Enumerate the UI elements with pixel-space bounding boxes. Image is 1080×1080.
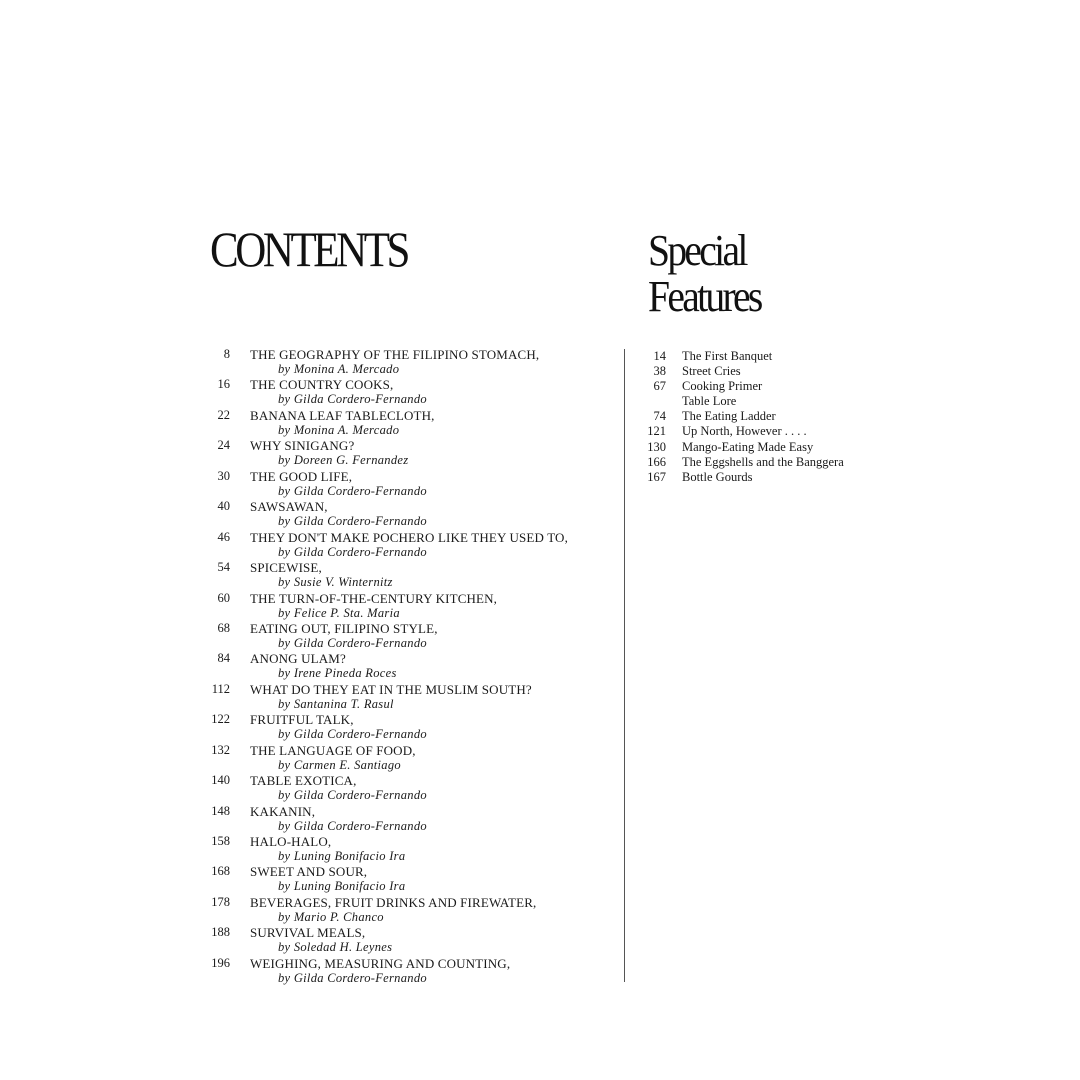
contents-entry <box>200 377 615 407</box>
contents-entry <box>200 712 615 742</box>
entry-title: TABLE EXOTICA, <box>250 773 357 789</box>
entry-title: SWEET AND SOUR, <box>250 864 368 880</box>
entry-author: by Gilda Cordero-Fernando <box>278 483 427 498</box>
entry-page-number: 54 <box>217 560 230 575</box>
feature-page-number: 166 <box>647 454 666 469</box>
entry-title: WHAT DO THEY EAT IN THE MUSLIM SOUTH? <box>250 681 532 697</box>
entry-title: ANONG ULAM? <box>250 651 346 667</box>
contents-entry <box>200 469 615 499</box>
feature-title: Up North, However . . . . <box>682 424 807 439</box>
contents-entry <box>200 773 615 803</box>
entry-author: by Susie V. Winternitz <box>278 575 393 590</box>
contents-entry <box>200 591 615 621</box>
entry-author: by Mario P. Chanco <box>278 909 384 924</box>
contents-heading: CONTENTS <box>210 221 408 277</box>
contents-entry <box>200 438 615 468</box>
entry-page-number: 168 <box>211 864 230 879</box>
feature-title: Street Cries <box>682 364 741 379</box>
entry-title: EATING OUT, FILIPINO STYLE, <box>250 620 438 636</box>
entry-title: THEY DON'T MAKE POCHERO LIKE THEY USED TO, <box>250 529 568 545</box>
entry-author: by Gilda Cordero-Fernando <box>278 727 427 742</box>
entry-title: SURVIVAL MEALS, <box>250 925 366 941</box>
entry-page-number: 68 <box>217 620 230 635</box>
contents-entry <box>200 956 615 986</box>
entry-page-number: 188 <box>211 925 230 940</box>
entry-author: by Monina A. Mercado <box>278 362 400 376</box>
entry-author: by Gilda Cordero-Fernando <box>278 970 427 985</box>
entry-title: THE COUNTRY COOKS, <box>250 377 394 393</box>
entry-page-number: 112 <box>211 681 230 696</box>
contents-entry <box>200 895 615 925</box>
entry-author: by Monina A. Mercado <box>278 422 400 437</box>
entry-author: by Felice P. Sta. Maria <box>278 605 400 620</box>
feature-page-number: 67 <box>653 379 666 394</box>
contents-entry <box>200 347 615 377</box>
entry-page-number: 60 <box>217 590 230 605</box>
contents-entry <box>200 682 615 712</box>
entry-author: by Doreen G. Fernandez <box>278 453 409 468</box>
entry-title: SAWSAWAN, <box>250 499 328 515</box>
entry-page-number: 46 <box>217 529 230 544</box>
entry-page-number: 30 <box>217 468 230 483</box>
entry-title: SPICEWISE, <box>250 560 322 576</box>
feature-page-number: 167 <box>647 469 666 484</box>
entry-title: WEIGHING, MEASURING AND COUNTING, <box>250 955 511 971</box>
contents-entry <box>200 834 615 864</box>
entry-page-number: 84 <box>217 651 230 666</box>
contents-entry <box>200 621 615 651</box>
entry-page-number: 8 <box>223 347 230 361</box>
feature-page-number: 130 <box>647 439 666 454</box>
entry-page-number: 132 <box>211 742 230 757</box>
entry-page-number: 158 <box>211 834 230 848</box>
special-features-heading <box>648 228 761 320</box>
entry-title: THE GOOD LIFE, <box>250 468 353 484</box>
contents-entry <box>200 743 615 773</box>
feature-title: Mango-Eating Made Easy <box>682 439 814 454</box>
entry-page-number: 122 <box>211 712 230 727</box>
contents-entry <box>200 651 615 681</box>
entry-author: by Gilda Cordero-Fernando <box>278 818 427 833</box>
feature-page-number: 14 <box>653 349 666 363</box>
entry-title: BANANA LEAF TABLECLOTH, <box>250 407 435 423</box>
entry-author: by Gilda Cordero-Fernando <box>278 788 427 803</box>
entry-author: by Gilda Cordero-Fernando <box>278 635 427 650</box>
entry-author: by Gilda Cordero-Fernando <box>278 544 427 559</box>
feature-title: The Eggshells and the Banggera <box>682 454 844 469</box>
entry-title: HALO-HALO, <box>250 834 332 849</box>
feature-page-number: 38 <box>653 364 666 379</box>
feature-page-number: 74 <box>653 409 666 424</box>
feature-title: The Eating Ladder <box>682 409 776 424</box>
entry-title: FRUITFUL TALK, <box>250 712 354 728</box>
special-heading-line-2: Features <box>648 272 761 321</box>
contents-list <box>200 347 615 986</box>
entry-author: by Luning Bonifacio Ira <box>278 879 406 894</box>
entry-page-number: 196 <box>211 955 230 970</box>
contents-entry <box>200 804 615 834</box>
entry-page-number: 40 <box>217 499 230 514</box>
special-heading-line-1: Special <box>648 226 746 275</box>
contents-entry <box>200 864 615 894</box>
entry-page-number: 24 <box>217 438 230 453</box>
entry-author: by Irene Pineda Roces <box>278 666 397 681</box>
entry-title: WHY SINIGANG? <box>250 438 355 454</box>
entry-author: by Soledad H. Leynes <box>278 940 393 955</box>
entry-author: by Gilda Cordero-Fernando <box>278 514 427 529</box>
contents-entry <box>200 408 615 438</box>
entry-author: by Carmen E. Santiago <box>278 757 401 772</box>
entry-page-number: 22 <box>217 407 230 422</box>
entry-title: THE LANGUAGE OF FOOD, <box>250 742 416 758</box>
contents-entry <box>200 560 615 590</box>
contents-entry <box>200 530 615 560</box>
entry-author: by Luning Bonifacio Ira <box>278 849 406 863</box>
entry-page-number: 16 <box>217 377 230 392</box>
entry-page-number: 178 <box>211 894 230 909</box>
entry-author: by Santanina T. Rasul <box>278 696 394 711</box>
entry-title: THE GEOGRAPHY OF THE FILIPINO STOMACH, <box>250 347 540 362</box>
entry-page-number: 140 <box>211 773 230 788</box>
contents-entry <box>200 499 615 529</box>
column-divider <box>624 349 625 982</box>
entry-title: THE TURN-OF-THE-CENTURY KITCHEN, <box>250 590 498 606</box>
entry-title: KAKANIN, <box>250 803 316 819</box>
entry-author: by Gilda Cordero-Fernando <box>278 392 427 407</box>
entry-title: BEVERAGES, FRUIT DRINKS AND FIREWATER, <box>250 894 537 910</box>
feature-title: The First Banquet <box>682 349 773 363</box>
feature-title: Cooking Primer <box>682 379 763 394</box>
feature-title: Table Lore <box>682 394 737 409</box>
contents-entry <box>200 925 615 955</box>
entry-page-number: 148 <box>211 803 230 818</box>
feature-page-number: 121 <box>647 424 666 439</box>
feature-title: Bottle Gourds <box>682 469 753 484</box>
